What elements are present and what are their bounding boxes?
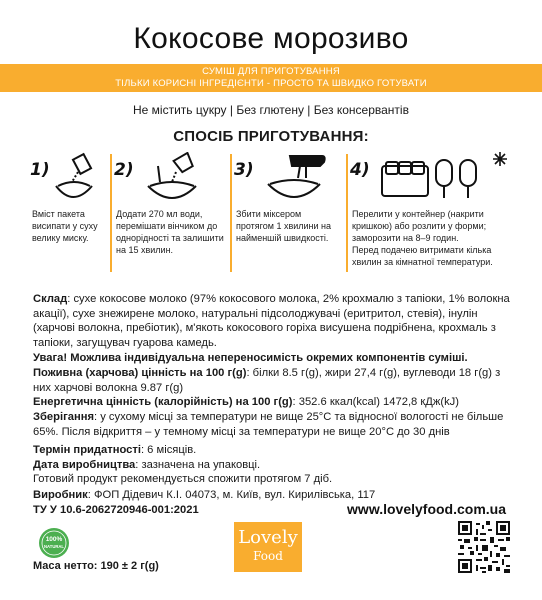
composition-text: : сухе кокосове молоко (97% кокосового молока, 2% крохмалю з тапіоки, 1% волокна акації), сухе знежирене молоко, натуральні підсолоджувачі (еритритол, стевія), інулін (харчові волокна, пребіотик), м'якоть кокосового горіха висушена подрібнена, крохмаль з тапіоки, загущувач гуарова камедь. xyxy=(33,293,510,349)
shelf-life-label: Термін придатності xyxy=(33,444,141,456)
step-line: Збити міксером xyxy=(236,209,302,219)
step-line: протягом 1 хвилини на xyxy=(236,221,332,231)
step-3 xyxy=(230,152,344,272)
qr-code-icon xyxy=(458,521,510,573)
logo-line-2: Food xyxy=(253,549,283,563)
mixer-icon xyxy=(256,152,336,204)
step-line: кришкою) або розлити у форми; xyxy=(352,221,487,231)
snowflake-icon xyxy=(493,152,507,166)
energy-value xyxy=(33,395,513,410)
step-number: 1) xyxy=(30,160,50,180)
subtitle-band xyxy=(0,64,542,92)
step-number: 3) xyxy=(234,160,254,180)
preparation-steps xyxy=(26,152,516,277)
net-weight: Маса нетто: 190 ± 2 г(g) xyxy=(33,560,159,572)
step-text xyxy=(116,208,232,256)
product-claims: Не містить цукру | Без глютену | Без консервантів xyxy=(133,103,409,117)
badge-top: 100% xyxy=(45,536,63,543)
step-text xyxy=(236,208,348,244)
band-line-1: СУМІШ ДЛЯ ПРИГОТУВАННЯ xyxy=(202,66,340,77)
nutrition-label: Поживна (харчова) цінність на 100 г(g) xyxy=(33,367,247,379)
composition-label: Склад xyxy=(33,293,68,305)
pour-water-icon xyxy=(132,152,212,204)
step-line: на 15 хвилин. xyxy=(116,245,174,255)
nutrition xyxy=(33,366,513,395)
product-title: Кокосове морозиво xyxy=(133,22,409,55)
nutrition-text: : білки 8.5 г(g), жири 27,4 г(g), вуглеводи 18 г(g) з них харчові волокна 9.87 г(g) xyxy=(33,367,501,394)
step-number: 4) xyxy=(350,160,370,180)
producer-label: Виробник xyxy=(33,489,88,501)
step-line: Вміст пакета xyxy=(32,209,85,219)
step-number: 2) xyxy=(114,160,134,180)
composition xyxy=(33,292,513,350)
ice-tray-popsicles-icon xyxy=(376,152,516,204)
tech-spec-code: ТУ У 10.6-2062720946-001:2021 xyxy=(33,504,199,516)
lovely-food-logo xyxy=(234,522,302,572)
step-text xyxy=(32,208,112,244)
badge-bottom: NATURAL xyxy=(44,544,64,549)
storage xyxy=(33,410,513,439)
step-line: хвилин за кімнатної температури. xyxy=(352,257,493,267)
website-link[interactable]: www.lovelyfood.com.ua xyxy=(347,501,506,517)
energy-text: : 352.6 ккал(kcal) 1472,8 кДж(kJ) xyxy=(292,396,459,408)
pour-packet-icon xyxy=(36,152,108,204)
step-line: найменшій швидкості. xyxy=(236,233,329,243)
step-1 xyxy=(26,152,108,272)
step-line: велику миску. xyxy=(32,233,89,243)
step-line: Перед подачею витримати кілька xyxy=(352,245,492,255)
step-line: Додати 270 мл води, xyxy=(116,209,203,219)
logo-line-1: Lovely xyxy=(238,527,298,548)
step-line: заморозити на 8–9 годин. xyxy=(352,233,459,243)
step-4 xyxy=(346,152,516,272)
band-line-2: ТІЛЬКИ КОРИСНІ ІНГРЕДІЄНТИ - ПРОСТО ТА ШВИДКО ГОТУВАТИ xyxy=(115,78,427,89)
allergy-warning: Увага! Можлива індивідуальна непереносимість окремих компонентів суміші. xyxy=(33,352,468,364)
step-line: однорідності та залишити xyxy=(116,233,224,243)
step-line: висипати у суху xyxy=(32,221,98,231)
step-line: перемішати вінчиком до xyxy=(116,221,218,231)
energy-label: Енергетична цінність (калорійність) на 100 г(g) xyxy=(33,396,293,408)
natural-badge-icon xyxy=(38,527,70,559)
production-date-label: Дата виробництва xyxy=(33,459,136,471)
production-date xyxy=(33,458,513,473)
step-line: Перелити у контейнер (накрити xyxy=(352,209,484,219)
step-text xyxy=(352,208,520,268)
step-2 xyxy=(110,152,228,272)
storage-text: : у сухому місці за температури не вище 25°С та відносної вологості не більше 65%. Після відкриття – у темному місці за температури не вище 20°С до 30 днів xyxy=(33,411,504,438)
shelf-life xyxy=(33,443,513,458)
production-date-text: : зазначена на упаковці. xyxy=(135,459,261,471)
method-title: СПОСІБ ПРИГОТУВАННЯ: xyxy=(173,128,369,145)
ready-product-note: Готовий продукт рекомендується спожити протягом 7 діб. xyxy=(33,473,333,485)
storage-label: Зберігання xyxy=(33,411,95,423)
producer-text: : ФОП Дідевич К.І. 04073, м. Київ, вул. Кирилівська, 117 xyxy=(87,489,376,501)
shelf-life-text: : 6 місяців. xyxy=(140,444,197,456)
